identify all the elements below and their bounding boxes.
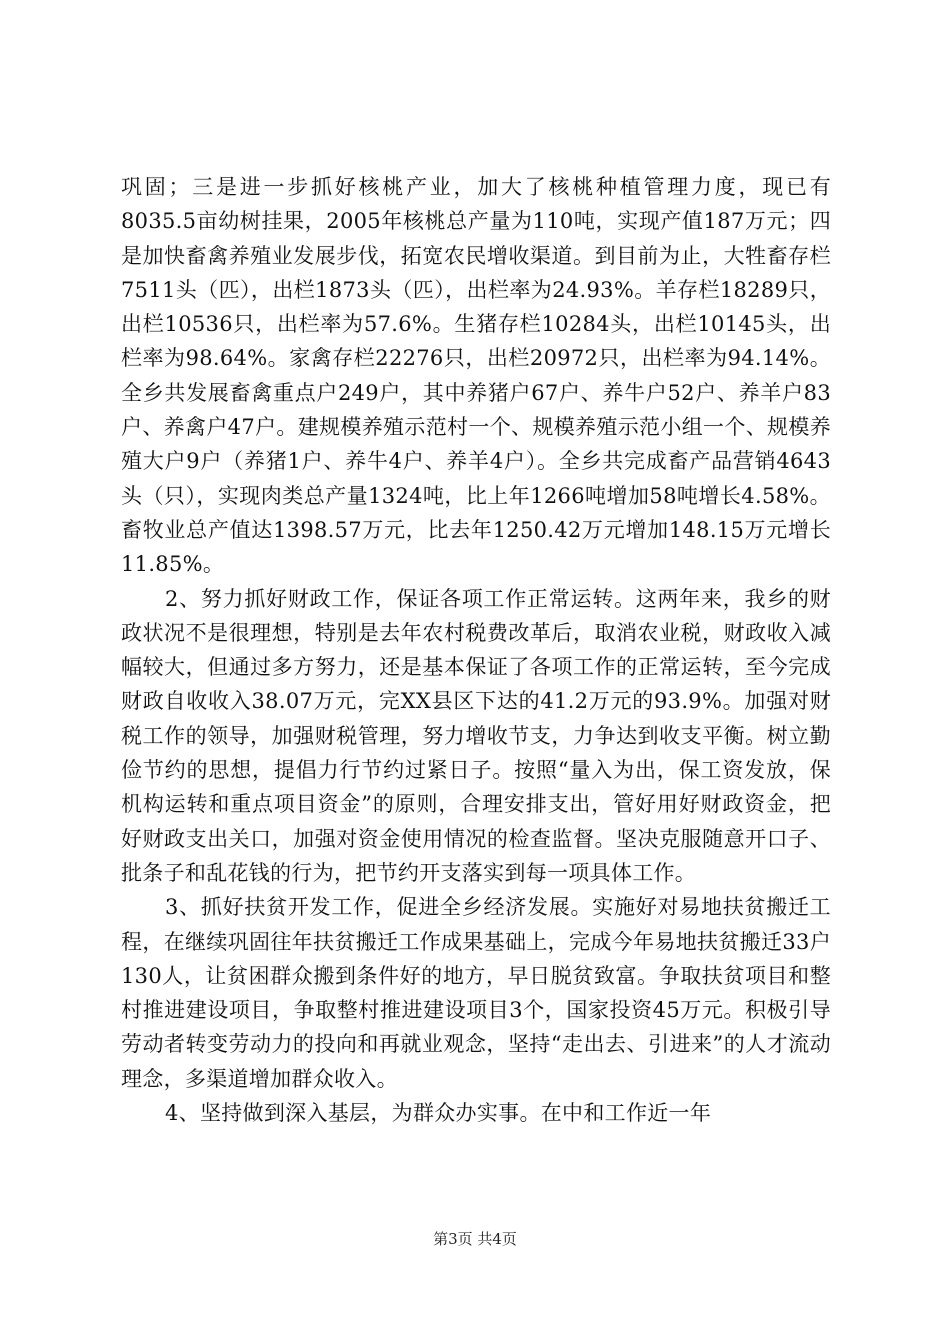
paragraph-finance: 2、努力抓好财政工作，保证各项工作正常运转。这两年来，我乡的财政状况不是很理想，特别是去年农村税费改革后，取消农业税，财政收入减幅较大，但通过多方努力，还是基本保证了各项工作的正常运转，至今完成财政自收收入38.07万元，完XX县区下达的41.2万元的93.9%。加强对财税工作的领导，加强财税管理，努力增收节支，力争达到收支平衡。树立勤俭节约的思想，提倡力行节约过紧日子。按照“量入为出，保工资发放，保机构运转和重点项目资金”的原则，合理安排支出，管好用好财政资金，把好财政支出关口，加强对资金使用情况的检查监督。坚决克服随意开口子、批条子和乱花钱的行为，把节约开支落实到每一项具体工作。 <box>121 586 831 885</box>
page-footer: 第3页 共4页 <box>433 1230 517 1248</box>
document-body <box>121 170 831 1130</box>
paragraph-grassroots: 4、坚持做到深入基层，为群众办实事。在中和工作近一年 <box>165 1101 712 1126</box>
paragraph-livestock: 巩固；三是进一步抓好核桃产业，加大了核桃种植管理力度，现已有8035.5亩幼树挂果，2005年核桃总产量为110吨，实现产值187万元；四是加快畜禽养殖业发展步伐，拓宽农民增收渠道。到目前为止，大牲畜存栏7511头（匹），出栏1873头（匹），出栏率为24.93%。羊存栏18289只，出栏10536只，出栏率为57.6%。生猪存栏10284头，出栏10145头，出栏率为98.64%。家禽存栏22276只，出栏20972只，出栏率为94.14%。全乡共发展畜禽重点户249户，其中养猪户67户、养牛户52户、养羊户83户、养禽户47户。建规模养殖示范村一个、规模养殖示范小组一个、规模养殖大户9户（养猪1户、养牛4户、养羊4户）。全乡共完成畜产品营销4643头（只），实现肉类总产量1324吨，比上年1266吨增加58吨增长4.58%。畜牧业总产值达1398.57万元，比去年1250.42万元增加148.15万元增长11.85%。 <box>121 175 831 577</box>
paragraph-poverty-relief: 3、抓好扶贫开发工作，促进全乡经济发展。实施好对易地扶贫搬迁工程，在继续巩固往年扶贫搬迁工作成果基础上，完成今年易地扶贫搬迁33户130人，让贫困群众搬到条件好的地方，早日脱贫致富。争取扶贫项目和整村推进建设项目，争取整村推进建设项目3个，国家投资45万元。积极引导劳动者转变劳动力的投向和再就业观念，坚持“走出去、引进来”的人才流动理念，多渠道增加群众收入。 <box>121 895 831 1091</box>
